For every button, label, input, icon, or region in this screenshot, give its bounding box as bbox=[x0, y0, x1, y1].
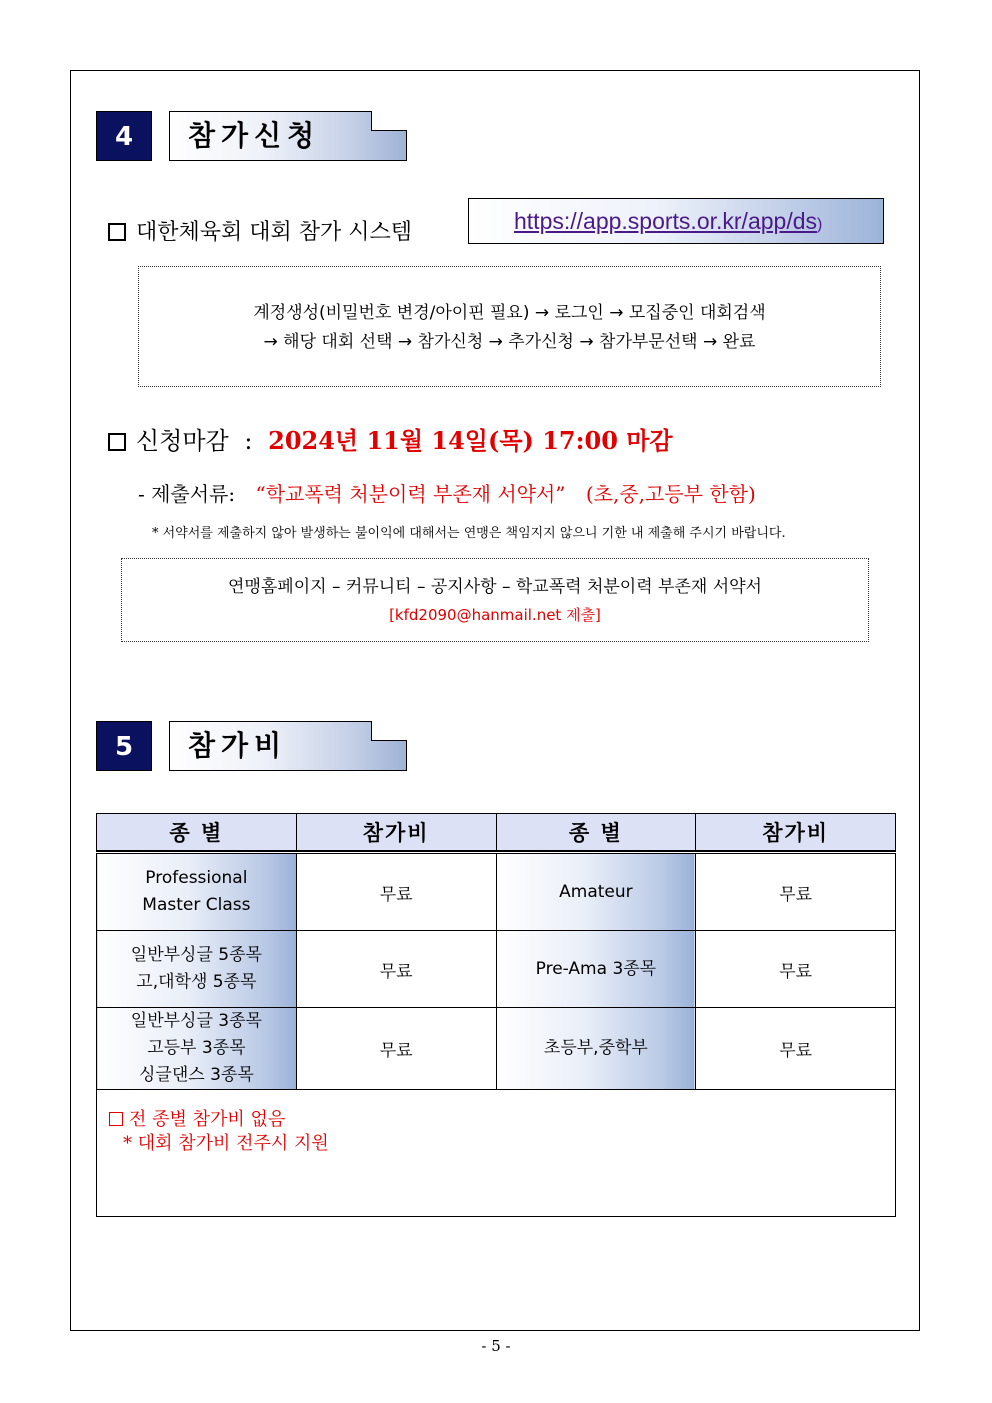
section-5-number: 5 bbox=[96, 721, 152, 771]
folded-corner-icon bbox=[371, 721, 407, 741]
fee-cell: 무료 bbox=[696, 853, 896, 931]
fee-table bbox=[96, 813, 896, 1217]
section-4-number: 4 bbox=[96, 111, 152, 161]
category-line: 일반부싱글 3종목 bbox=[130, 1011, 262, 1031]
page-number: - 5 - bbox=[481, 1337, 511, 1355]
category-line: 싱글댄스 3종목 bbox=[138, 1065, 254, 1085]
deadline-label: 신청마감 bbox=[136, 427, 229, 455]
fee-cell: 무료 bbox=[696, 931, 896, 1008]
category-cell bbox=[496, 1008, 696, 1090]
fee-cell: 무료 bbox=[296, 931, 496, 1008]
fee-table-header bbox=[97, 814, 896, 851]
system-label: 대한체육회 대회 참가 시스템 bbox=[136, 220, 413, 245]
section-4-title-box bbox=[169, 111, 407, 161]
system-url-link[interactable]: https://app.sports.or.kr/app/ds bbox=[514, 208, 817, 234]
submission-email: [kfd2090@hanmail.net 제출] bbox=[389, 606, 601, 624]
category-line: 초등부,중학부 bbox=[543, 1038, 648, 1058]
url-box[interactable] bbox=[468, 198, 884, 244]
note-row bbox=[97, 1090, 896, 1217]
note-cell bbox=[97, 1090, 896, 1217]
table-row bbox=[97, 931, 896, 1008]
url-suffix: ) bbox=[817, 216, 823, 233]
table-row bbox=[97, 853, 896, 931]
docs-line bbox=[138, 478, 756, 507]
category-line: Amateur bbox=[559, 881, 633, 902]
deadline-value: 2024년 11월 14일(목) 17:00 마감 bbox=[268, 426, 673, 455]
category-cell bbox=[97, 1008, 297, 1090]
header-fee-right: 참가비 bbox=[696, 814, 896, 851]
deadline-colon: : bbox=[244, 427, 253, 455]
fee-note-2: * 대회 참가비 전주시 지원 bbox=[123, 1133, 329, 1154]
category-cell bbox=[97, 931, 297, 1008]
submission-box bbox=[121, 558, 869, 642]
checkbox-icon bbox=[108, 433, 126, 451]
steps-box bbox=[138, 266, 881, 387]
fee-cell: 무료 bbox=[296, 853, 496, 931]
category-line: Professional bbox=[145, 868, 248, 888]
folded-corner-icon bbox=[371, 111, 407, 131]
category-cell bbox=[496, 853, 696, 931]
steps-line-2: → 해당 대회 선택 → 참가신청 → 추가신청 → 참가부문선택 → 완료 bbox=[263, 332, 756, 352]
category-line: 고등부 3종목 bbox=[147, 1038, 246, 1058]
category-line: 고,대학생 5종목 bbox=[136, 972, 257, 992]
section-5-title-box bbox=[169, 721, 407, 771]
docs-label: - 제출서류: bbox=[138, 482, 236, 506]
header-category-right: 종 별 bbox=[496, 814, 696, 851]
category-line: 일반부싱글 5종목 bbox=[130, 945, 262, 965]
category-line: Master Class bbox=[142, 895, 251, 915]
docs-value: “학교폭력 처분이력 부존재 서약서” bbox=[255, 482, 566, 506]
category-cell bbox=[496, 931, 696, 1008]
header-fee-left: 참가비 bbox=[296, 814, 496, 851]
submission-path: 연맹홈페이지 – 커뮤니티 – 공지사항 – 학교폭력 처분이력 부존재 서약서 bbox=[228, 577, 762, 597]
checkbox-icon bbox=[108, 223, 126, 241]
category-line: Pre-Ama 3종목 bbox=[535, 958, 657, 979]
system-line bbox=[108, 215, 412, 246]
fee-cell: 무료 bbox=[296, 1008, 496, 1090]
category-cell bbox=[97, 853, 297, 931]
docs-scope: (초,중,고등부 한함) bbox=[585, 482, 756, 506]
table-row bbox=[97, 1008, 896, 1090]
docs-note: * 서약서를 제출하지 않아 발생하는 불이익에 대해서는 연맹은 책임지지 않으니 기한 내 제출해 주시기 바랍니다. bbox=[152, 526, 786, 541]
checkbox-icon bbox=[109, 1112, 123, 1126]
fee-cell: 무료 bbox=[696, 1008, 896, 1090]
fee-note-1: 전 종별 참가비 없음 bbox=[129, 1109, 286, 1130]
header-category-left: 종 별 bbox=[97, 814, 297, 851]
steps-line-1: 계정생성(비밀번호 변경/아이핀 필요) → 로그인 → 모집중인 대회검색 bbox=[253, 303, 766, 323]
section-5-title: 참가비 bbox=[188, 729, 288, 762]
deadline-line bbox=[108, 421, 673, 456]
section-4-title: 참가신청 bbox=[188, 119, 321, 152]
